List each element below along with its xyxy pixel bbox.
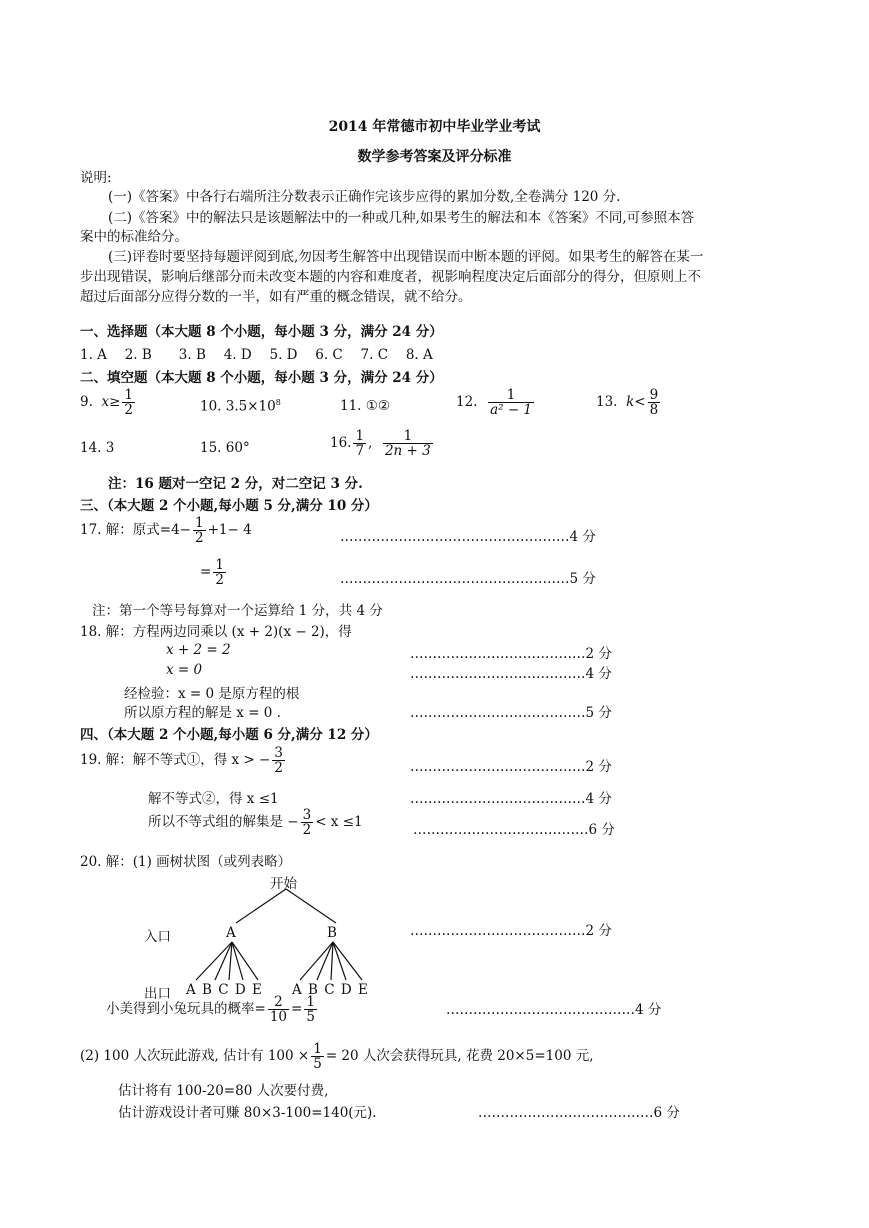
sec3-heading: 三、（本大题 2 个小题,每小题 5 分,满分 10 分）	[80, 498, 378, 514]
q18-line1: 18. 解：方程两边同乘以 (x + 2)(x − 2)，得	[80, 624, 352, 640]
q18-line3: x = 0	[166, 662, 203, 678]
q18-line4: 经检验：x = 0 是原方程的根	[124, 686, 300, 702]
answer-15: 15. 60°	[200, 440, 250, 456]
q19-score1: …………………………………2 分	[410, 759, 612, 775]
sec1-heading: 一、选择题（本大题 8 个小题，每小题 3 分，满分 24 分）	[80, 324, 443, 340]
q17-score1: ……………………………………………4 分	[340, 529, 596, 545]
q20-part2-line1: (2) 100 人次玩此游戏, 估计有 100 × $\frac{1}{5}$ = 20 人次会获得玩具, 花费 20×5=100 元,	[80, 1041, 594, 1073]
intro-label: 说明:	[80, 170, 112, 186]
answer-10: 10. $3.5\times 10^8$	[200, 398, 281, 415]
intro-p2b: 案中的标准给分。	[80, 229, 188, 245]
q17-score2: ……………………………………………5 分	[340, 571, 596, 587]
q19-line2: 解不等式②，得 x ≤1	[148, 791, 279, 807]
tree-leaves-b: A B C D E	[292, 982, 369, 998]
answer-11: 11. ①②	[340, 398, 390, 414]
sec4-heading: 四、（本大题 2 个小题,每小题 6 分,满分 12 分）	[80, 727, 378, 743]
tree-entry-label: 入口	[144, 929, 171, 945]
q18-score2: …………………………………4 分	[410, 666, 612, 682]
sec2-note: 注：16 题对一空记 2 分，对二空记 3 分.	[108, 476, 363, 492]
q17-line2: = $\frac{1}{2}$	[200, 557, 224, 589]
q20-probability: 小美得到小兔玩具的概率= $\frac{2}{10}$ = $\frac{1}{5}$	[106, 994, 315, 1026]
sec1-answers: 1. A 2. B 3. B 4. D 5. D 6. C 7. C 8. A	[80, 347, 433, 363]
intro-p3c: 超过后面部分应得分数的一半，如有严重的概念错误，就不给分。	[80, 289, 472, 305]
tree-node-b: B	[327, 925, 337, 941]
q18-score3: …………………………………5 分	[410, 705, 612, 721]
tree-exit-label: 出口	[144, 986, 171, 1002]
q19-line3: 所以不等式组的解集是 − $\frac{3}{2}$ < x ≤1	[148, 807, 363, 839]
answer-13: 13. k< $\frac{9}{8}$	[596, 387, 659, 419]
answer-9: 9. x≥ $\frac{1}{2}$	[80, 387, 134, 419]
intro-p2a: (二)《答案》中的解法只是该题解法中的一种或几种,如果考生的解法和本《答案》不同,可参照本答	[108, 210, 695, 226]
page-subtitle: 数学参考答案及评分标准	[357, 149, 512, 165]
intro-p1: (一)《答案》中各行右端所注分数表示正确作完该步应得的累加分数,全卷满分 120 分.	[108, 189, 621, 205]
q19-line1: 19. 解：解不等式①，得 x > − $\frac{3}{2}$	[80, 745, 283, 777]
q18-line5: 所以原方程的解是 x = 0 .	[124, 705, 281, 721]
tree-start: 开始	[270, 876, 297, 892]
q20-part2-line3: 估计游戏设计者可赚 80×3-100=140(元).	[118, 1105, 377, 1121]
q20-score2: ……………………………………4 分	[446, 1002, 662, 1018]
sec2-heading: 二、填空题（本大题 8 个小题，每小题 3 分，满分 24 分）	[80, 370, 443, 386]
q19-score3: …………………………………6 分	[413, 822, 615, 838]
q20-part2-line2: 估计将有 100-20=80 人次要付费,	[118, 1083, 329, 1099]
answer-16: 16. $\frac{1}{7}$ , $\frac{1}{2n + 3}$	[330, 428, 431, 460]
tree-node-a: A	[226, 925, 236, 941]
answer-14: 14. 3	[80, 440, 115, 456]
q20-score1: …………………………………2 分	[410, 923, 612, 939]
page-title: 2014 年常德市初中毕业学业考试	[328, 119, 541, 135]
q18-line2: x + 2 = 2	[166, 642, 231, 658]
intro-p3a: (三)评卷时要坚持每题评阅到底,勿因考生解答中出现错误而中断本题的评阅。如果考生的解答在某一	[108, 249, 704, 265]
q20-line1: 20. 解：(1) 画树状图（或列表略）	[80, 854, 292, 870]
intro-p3b: 步出现错误，影响后继部分而未改变本题的内容和难度者，视影响程度决定后面部分的得分，但原则上不	[80, 269, 701, 285]
q17-note: 注：第一个等号每算对一个运算给 1 分，共 4 分	[92, 603, 383, 619]
q20-score3: …………………………………6 分	[478, 1105, 680, 1121]
q17-line1: 17. 解：原式=4− $\frac{1}{2}$ +1− 4	[80, 515, 252, 547]
tree-leaves-a: A B C D E	[186, 982, 263, 998]
answer-12: 12. $\frac{1}{\text{a² − 1}}$	[456, 387, 533, 419]
q19-score2: …………………………………4 分	[410, 791, 612, 807]
q18-score1: …………………………………2 分	[410, 646, 612, 662]
